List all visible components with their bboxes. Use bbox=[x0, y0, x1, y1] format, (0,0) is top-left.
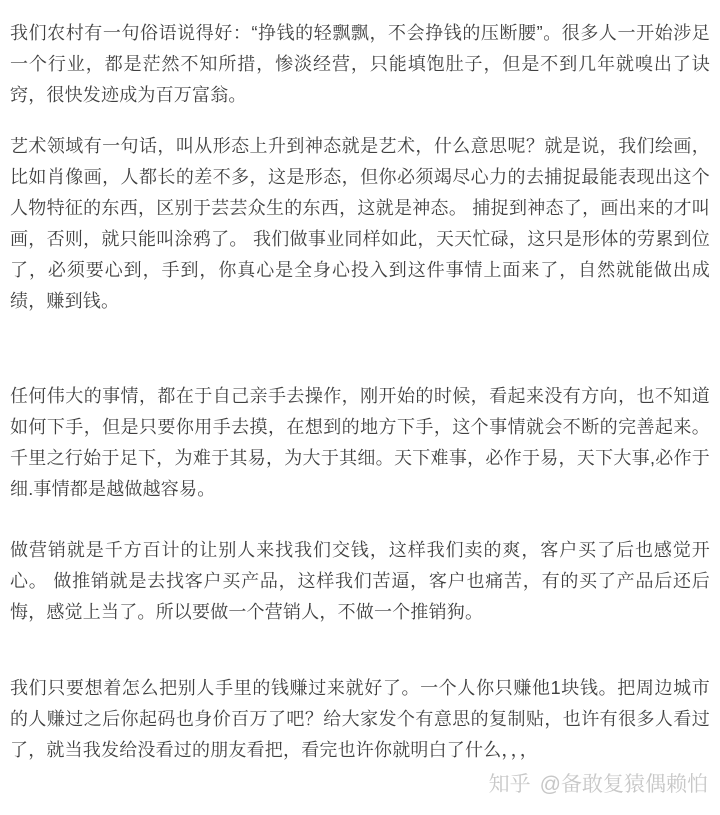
article-body bbox=[0, 18, 720, 766]
paragraph-marketing: 做营销就是千方百计的让别人来找我们交钱，这样我们卖的爽，客户买了后也感觉开心。 做推销就是去找客户买产品，这样我们苦逼，客户也痛苦，有的买了产品后还后悔，感觉上当了。所以要做一个营销人，不做一个推销狗。 bbox=[10, 540, 710, 622]
zhihu-brand-text: 知乎 bbox=[488, 773, 531, 796]
paragraph-art-analogy: 艺术领域有一句话，叫从形态上升到神态就是艺术，什么意思呢？就是说，我们绘画，比如肖像画，人都长的差不多，这是形态，但你必须竭尽心力的去捕捉最能表现出这个人物特征的东西，区别于芸芸众生的东西，这就是神态。 捕捉到神态了，画出来的才叫画，否则，就只能叫涂鸦了。 我们做事业同样如此，天天忙碌，这只是形体的劳累到位了，必须要心到，手到，你真心是全身心投入到这件事情上面来了，自然就能做出成绩，赚到钱。 bbox=[10, 136, 710, 311]
paragraph-earning: 我们只要想着怎么把别人手里的钱赚过来就好了。一个人你只赚他1块钱。把周边城市的人赚过之后你起码也身价百万了吧？给大家发个有意思的复制贴，也许有很多人看过了，就当我发给没看过的朋友看把，看完也许你就明白了什么，，， bbox=[10, 678, 710, 760]
paragraph-hands-on: 任何伟大的事情，都在于自己亲手去操作，刚开始的时候，看起来没有方向，也不知道如何下手，但是只要你用手去摸，在想到的地方下手，这个事情就会不断的完善起来。千里之行始于足下，为难于其易，为大于其细。天下难事，必作于易，天下大事,必作于细.事情都是越做越容易。 bbox=[10, 386, 710, 499]
paragraph-proverb: 我们农村有一句俗语说得好：“挣钱的轻飘飘，不会挣钱的压断腰”。很多人一开始涉足一个行业，都是茫然不知所措，惨淡经营，只能填饱肚子，但是不到几年就嗅出了诀窍，很快发迹成为百万富翁。 bbox=[10, 23, 710, 105]
watermark bbox=[489, 768, 708, 798]
watermark-username: @备敢复猿偶赖怕 bbox=[539, 773, 708, 796]
